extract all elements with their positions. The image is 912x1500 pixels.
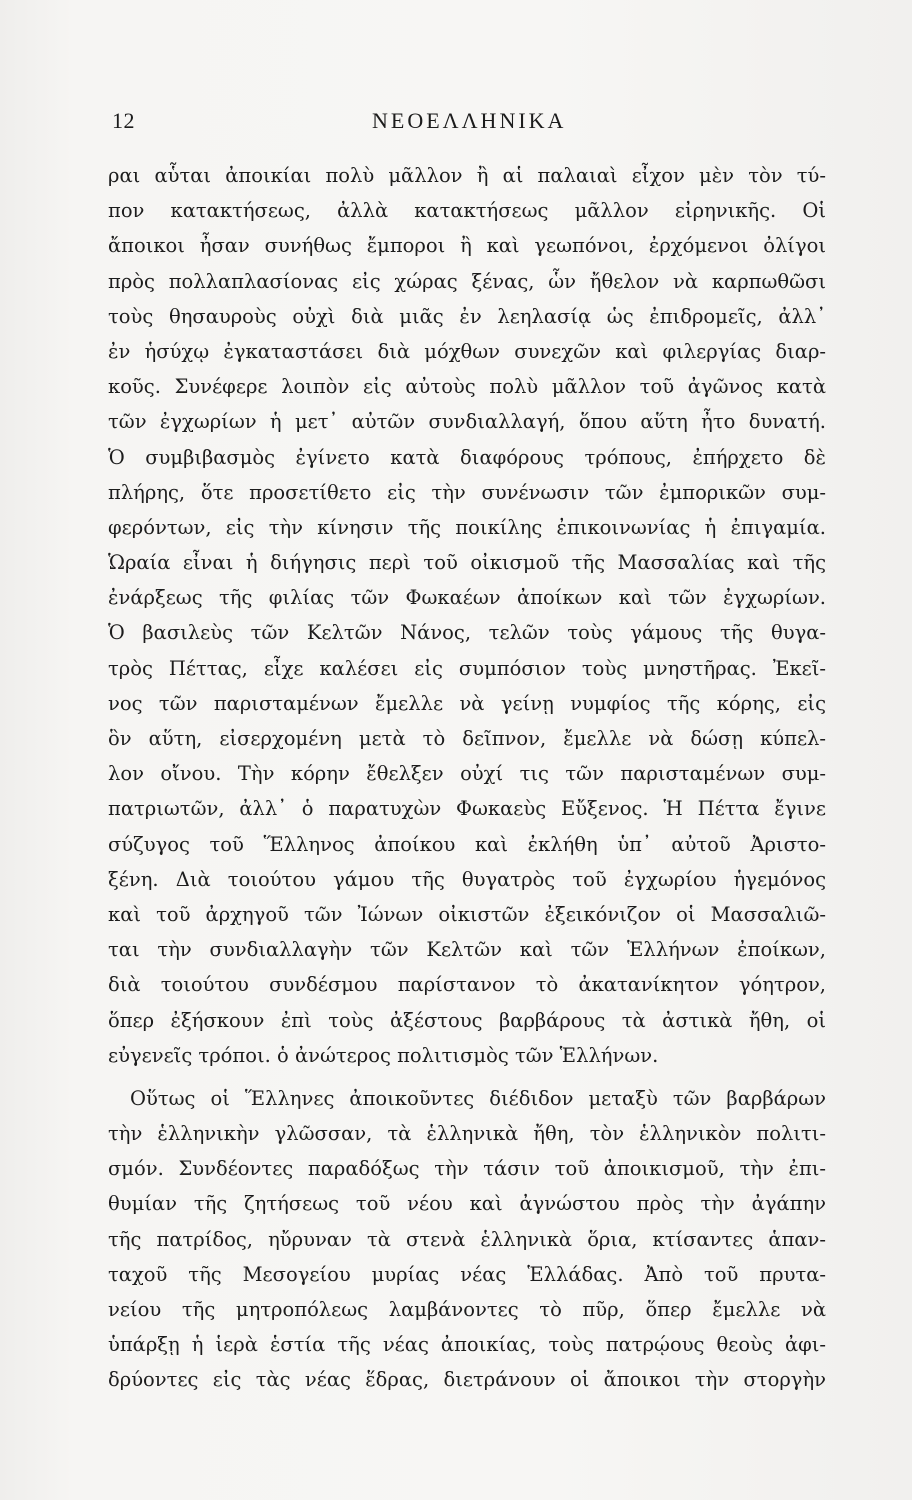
text-line: ραι αὗται ἀποικίαι πολὺ μᾶλλον ἢ αἱ παλαιαὶ εἶχον μὲν τὸν τύ- — [108, 164, 826, 187]
text-line: ὑπάρξῃ ἡ ἱερὰ ἑστία τῆς νέας ἀποικίας, τοὺς πατρῴους θεοὺς ἀφι- — [108, 1333, 826, 1357]
text-line: τὴν ἑλληνικὴν γλῶσσαν, τὰ ἑλληνικὰ ἤθη, τὸν ἑλληνικὸν πολιτι- — [108, 1122, 826, 1146]
text-line: τῶν ἐγχωρίων ἡ μετ᾽ αὐτῶν συνδιαλλαγή, ὅπου αὕτη ἦτο δυνατή. — [108, 410, 826, 434]
text-line: ὅπερ ἐξήσκουν ἐπὶ τοὺς ἀξέστους βαρβάρους τὰ ἀστικὰ ἤθη, οἱ — [108, 1008, 826, 1032]
text-line: Ὁ συμβιβασμὸς ἐγίνετο κατὰ διαφόρους τρόπους, ἐπήρχετο δὲ — [108, 445, 826, 469]
text-line: σύζυγος τοῦ Ἕλληνος ἀποίκου καὶ ἐκλήθη ὑπ᾽ αὐτοῦ Ἀριστο- — [108, 832, 826, 856]
text-line: πλήρης, ὅτε προσετίθετο εἰς τὴν συνένωσιν τῶν ἐμπορικῶν συμ- — [108, 480, 826, 504]
paragraph-gap — [108, 1073, 826, 1081]
text-line: τῆς πατρίδος, ηὔρυναν τὰ στενὰ ἑλληνικὰ ὅρια, κτίσαντες ἁπαν- — [108, 1227, 826, 1251]
text-line: φερόντων, εἰς τὴν κίνησιν τῆς ποικίλης ἐπικοινωνίας ἡ ἐπιγαμία. — [108, 515, 826, 539]
running-head: ΝΕΟΕΛΛΗΝΙΚΑ — [372, 108, 567, 133]
text-line: νος τῶν παρισταμένων ἔμελλε νὰ γείνῃ νυμφίος τῆς κόρης, εἰς — [108, 691, 826, 715]
text-line: Ὁ βασιλεὺς τῶν Κελτῶν Νάνος, τελῶν τοὺς γάμους τῆς θυγα- — [108, 621, 826, 645]
text-line: κοῦς. Συνέφερε λοιπὸν εἰς αὐτοὺς πολὺ μᾶλλον τοῦ ἀγῶνος κατὰ — [108, 375, 826, 399]
body-text — [108, 158, 826, 1398]
text-line: ξένη. Διὰ τοιούτου γάμου τῆς θυγατρὸς τοῦ ἐγχωρίου ἡγεμόνος — [108, 867, 826, 891]
text-line: Ὡραία εἶναι ἡ διήγησις περὶ τοῦ οἰκισμοῦ τῆς Μασσαλίας καὶ τῆς — [108, 551, 826, 575]
text-line: τρὸς Πέττας, εἶχε καλέσει εἰς συμπόσιον τοὺς μνηστῆρας. Ἐκεῖ- — [108, 656, 826, 680]
text-line: ἄποικοι ἦσαν συνήθως ἔμποροι ἢ καὶ γεωπόνοι, ἐρχόμενοι ὀλίγοι — [108, 234, 826, 258]
paragraph-1 — [108, 158, 826, 1073]
text-line: πον κατακτήσεως, ἀλλὰ κατακτήσεως μᾶλλον εἰρηνικῆς. Οἱ — [108, 199, 826, 223]
text-line: ταχοῦ τῆς Μεσογείου μυρίας νέας Ἑλλάδας. Ἀπὸ τοῦ πρυτα- — [108, 1262, 826, 1286]
text-line: νείου τῆς μητροπόλεως λαμβάνοντες τὸ πῦρ, ὅπερ ἔμελλε νὰ — [108, 1298, 826, 1321]
text-line: θυμίαν τῆς ζητήσεως τοῦ νέου καὶ ἀγνώστου πρὸς τὴν ἀγάπην — [108, 1192, 826, 1216]
text-line: ἐνάρξεως τῆς φιλίας τῶν Φωκαέων ἀποίκων καὶ τῶν ἐγχωρίων. — [108, 586, 826, 610]
text-line: πρὸς πολλαπλασίονας εἰς χώρας ξένας, ὧν ἤθελον νὰ καρπωθῶσι — [108, 269, 826, 293]
text-line: διὰ τοιούτου συνδέσμου παρίστανον τὸ ἀκατανίκητον γόητρον, — [108, 973, 826, 997]
text-line: Οὕτως οἱ Ἕλληνες ἀποικοῦντες διέδιδον μεταξὺ τῶν βαρβάρων — [130, 1086, 826, 1110]
text-line: ται τὴν συνδιαλλαγὴν τῶν Κελτῶν καὶ τῶν Ἑλλήνων ἐποίκων, — [108, 938, 826, 962]
text-line: τοὺς θησαυροὺς οὐχὶ διὰ μιᾶς ἐν λεηλασίᾳ ὡς ἐπιδρομεῖς, ἀλλ᾽ — [108, 304, 826, 328]
text-line: καὶ τοῦ ἀρχηγοῦ τῶν Ἰώνων οἰκιστῶν ἐξεικόνιζον οἱ Μασσαλιῶ- — [108, 902, 826, 926]
text-line: πατριωτῶν, ἀλλ᾽ ὁ παρατυχὼν Φωκαεὺς Εὔξενος. Ἡ Πέττα ἔγινε — [108, 797, 826, 821]
text-line: ὃν αὕτη, εἰσερχομένη μετὰ τὸ δεῖπνον, ἔμελλε νὰ δώσῃ κύπελ- — [108, 727, 826, 750]
page-header — [112, 108, 832, 148]
text-line: εὐγενεῖς τρόποι. ὁ ἀνώτερος πολιτισμὸς τῶν Ἑλλήνων. — [108, 1043, 659, 1067]
page-number: 12 — [112, 108, 135, 133]
text-line: λον οἴνου. Τὴν κόρην ἔθελξεν οὐχί τις τῶν παρισταμένων συμ- — [108, 762, 826, 786]
text-line: ἐν ἡσύχῳ ἐγκαταστάσει διὰ μόχθων συνεχῶν καὶ φιλεργίας διαρ- — [108, 339, 826, 363]
paragraph-2 — [108, 1081, 826, 1398]
text-line: δρύοντες εἰς τὰς νέας ἕδρας, διετράνουν οἱ ἄποικοι τὴν στοργὴν — [108, 1368, 826, 1392]
text-line: σμόν. Συνδέοντες παραδόξως τὴν τάσιν τοῦ ἀποικισμοῦ, τὴν ἐπι- — [108, 1157, 826, 1181]
